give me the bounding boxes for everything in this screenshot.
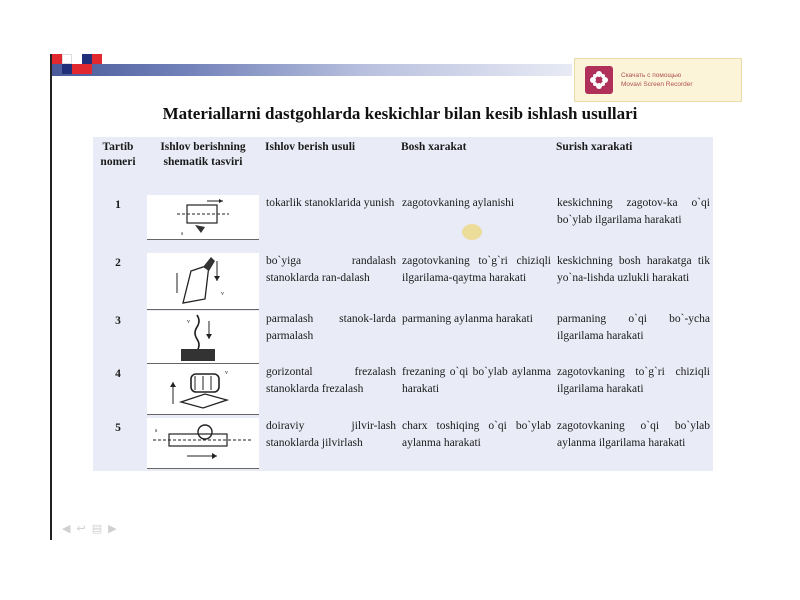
header-square (52, 54, 62, 64)
milling-schematic-icon (147, 364, 259, 415)
main-motion-text: frezaning o`qi bo`ylab aylanma harakati (402, 366, 551, 395)
row-number: 1 (115, 199, 121, 211)
header-square (62, 54, 72, 64)
schematic-cell (143, 253, 263, 311)
slide-header-bar (52, 64, 572, 76)
schematic-cell (143, 195, 263, 253)
header-square (82, 64, 92, 74)
table-row (93, 253, 713, 311)
row-number: 4 (115, 368, 121, 380)
method-text: doiraviy jilvir-lash stanoklarda jilvirlash (266, 420, 396, 449)
feed-motion-text: parmaning o`qi bo`-ycha ilgarilama harakati (557, 313, 710, 342)
row-number: 3 (115, 315, 121, 327)
slide-left-rule (50, 54, 52, 540)
svg-text:v: v (221, 291, 224, 297)
next-arrow-icon[interactable]: ▶ (108, 522, 117, 535)
table-row (93, 195, 713, 253)
main-motion-text: zagotovkaning to`g`ri chiziqli ilgarilama-qaytma harakati (402, 255, 551, 284)
turning-schematic-icon (147, 195, 259, 240)
watermark-line: Скачать с помощью (621, 72, 682, 79)
recorder-watermark (574, 58, 742, 102)
planing-schematic-icon (147, 253, 259, 310)
grinding-schematic-icon (147, 418, 259, 469)
main-motion-text: parmaning aylanma harakati (402, 313, 533, 325)
drilling-schematic-icon (147, 311, 259, 364)
main-motion-text: zagotovkaning aylanishi (402, 197, 515, 209)
row-number: 2 (115, 257, 121, 269)
method-text: gorizontal frezalash stanoklarda frezalash (266, 366, 396, 395)
watermark-line: Movavi Screen Recorder (621, 81, 693, 88)
mouse-cursor-highlight (462, 224, 482, 240)
prev-arrow-icon[interactable]: ◀ (62, 522, 71, 535)
header-number: Tartib nomeri (100, 141, 136, 168)
header-schematic: Ishlov berishning shematik tasviri (160, 141, 246, 168)
feed-motion-text: zagotovkaning o`qi bo`ylab aylanma ilgarilama harakati (557, 420, 710, 449)
header-main-motion: Bosh xarakat (401, 141, 467, 153)
feed-motion-text: zagotovkaning to`g`ri chiziqli ilgarilama harakati (557, 366, 710, 395)
flower-logo-icon (585, 66, 613, 94)
menu-icon[interactable]: ▤ (91, 522, 103, 535)
method-text: tokarlik stanoklarida yunish (266, 197, 395, 209)
header-method: Ishlov berish usuli (265, 141, 356, 153)
feed-motion-text: keskichning bosh harakatga tik yo`na-lishda uzlukli harakati (557, 255, 710, 284)
main-motion-text: charx toshiqing o`qi bo`ylab aylanma harakati (402, 420, 551, 449)
svg-text:v: v (225, 370, 228, 376)
method-text: parmalash stanok-larda parmalash (266, 313, 396, 342)
slide-nav-controls[interactable] (62, 522, 117, 535)
header-square (92, 54, 102, 64)
svg-text:s: s (155, 428, 158, 434)
back-arrow-icon[interactable]: ↩ (76, 522, 86, 535)
header-square (62, 64, 72, 74)
schematic-cell (143, 311, 263, 364)
schematic-cell (143, 418, 263, 472)
slide-title: Materiallarni dastgohlarda keskichlar bilan kesib ishlash usullari (162, 104, 638, 123)
feed-motion-text: keskichning zagotov-ka o`qi bo`ylab ilgarilama harakati (557, 197, 710, 226)
header-square (72, 64, 82, 74)
header-square (82, 54, 92, 64)
svg-text:v: v (187, 319, 190, 325)
table-row (93, 418, 713, 472)
header-feed-motion: Surish xarakati (556, 141, 633, 153)
table-row (93, 311, 713, 364)
schematic-cell (143, 364, 263, 418)
row-number: 5 (115, 422, 121, 434)
methods-table (93, 137, 713, 471)
method-text: bo`yiga randalash stanoklarda ran-dalash (266, 255, 396, 284)
table-row (93, 364, 713, 418)
svg-text:s: s (181, 231, 184, 237)
